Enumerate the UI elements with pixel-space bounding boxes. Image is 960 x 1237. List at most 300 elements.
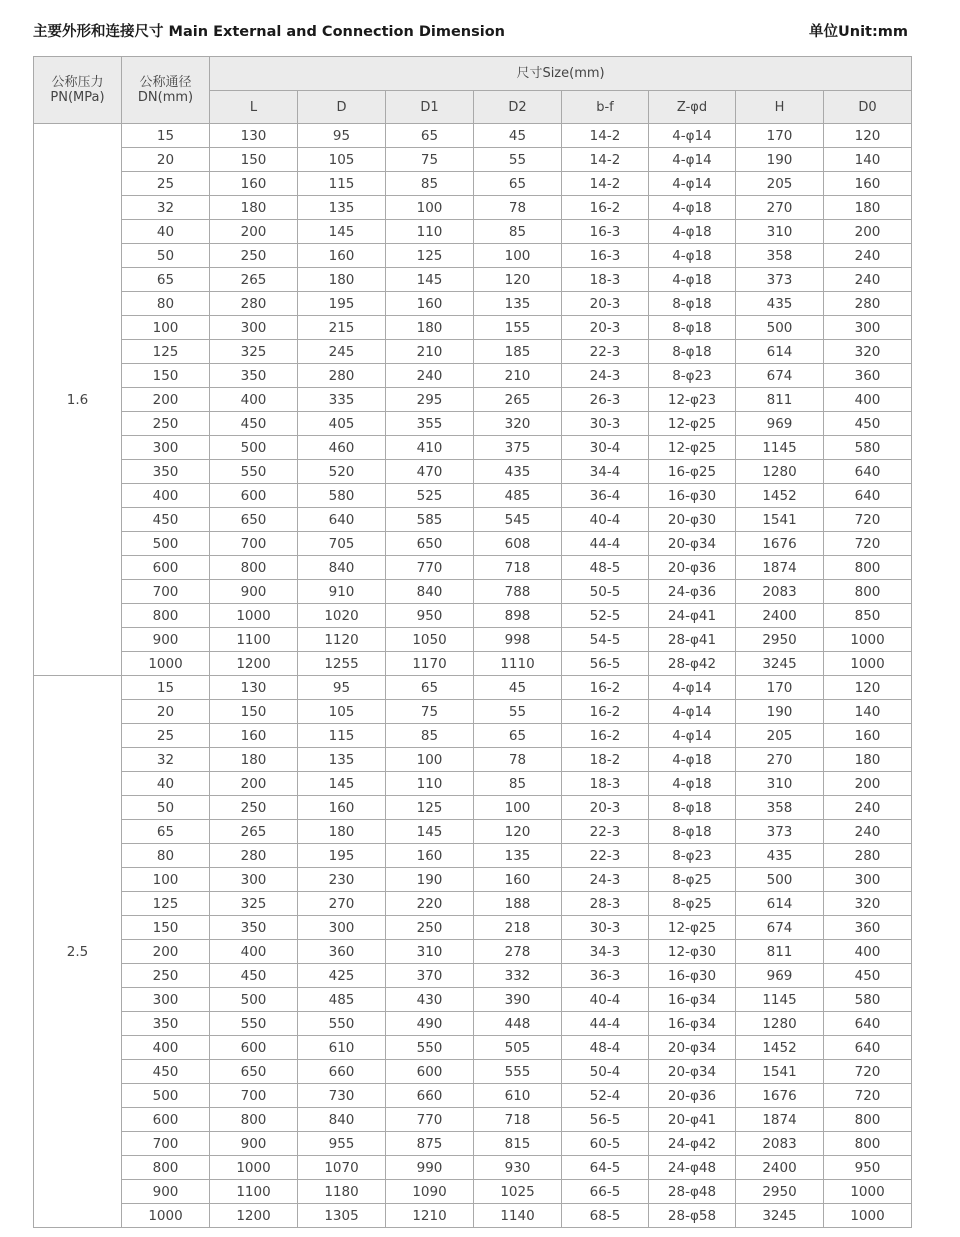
cell-bf: 20-3 xyxy=(562,316,649,340)
cell-d0: 1000 xyxy=(824,652,912,676)
col-header-d: D xyxy=(298,91,386,124)
cell-d2: 1110 xyxy=(474,652,562,676)
cell-zd: 4-φ18 xyxy=(649,220,736,244)
cell-d0: 320 xyxy=(824,340,912,364)
cell-dn: 15 xyxy=(122,676,210,700)
cell-h: 373 xyxy=(736,820,824,844)
table-row xyxy=(34,724,912,748)
cell-d: 955 xyxy=(298,1132,386,1156)
cell-dn: 200 xyxy=(122,940,210,964)
cell-l: 325 xyxy=(210,340,298,364)
table-row xyxy=(34,748,912,772)
cell-d1: 430 xyxy=(386,988,474,1012)
cell-h: 205 xyxy=(736,172,824,196)
cell-bf: 60-5 xyxy=(562,1132,649,1156)
table-row xyxy=(34,460,912,484)
cell-dn: 900 xyxy=(122,1180,210,1204)
cell-h: 2083 xyxy=(736,580,824,604)
cell-bf: 56-5 xyxy=(562,652,649,676)
cell-dn: 350 xyxy=(122,1012,210,1036)
table-row xyxy=(34,1060,912,1084)
cell-zd: 12-φ25 xyxy=(649,436,736,460)
cell-d2: 85 xyxy=(474,220,562,244)
cell-l: 450 xyxy=(210,412,298,436)
cell-d1: 190 xyxy=(386,868,474,892)
cell-d2: 45 xyxy=(474,124,562,148)
cell-dn: 200 xyxy=(122,388,210,412)
cell-d1: 840 xyxy=(386,580,474,604)
cell-l: 300 xyxy=(210,316,298,340)
cell-d0: 240 xyxy=(824,244,912,268)
cell-bf: 22-3 xyxy=(562,340,649,364)
cell-d0: 140 xyxy=(824,148,912,172)
cell-h: 2400 xyxy=(736,1156,824,1180)
cell-dn: 25 xyxy=(122,724,210,748)
cell-d0: 800 xyxy=(824,1132,912,1156)
cell-zd: 24-φ36 xyxy=(649,580,736,604)
cell-dn: 25 xyxy=(122,172,210,196)
table-row xyxy=(34,676,912,700)
cell-h: 1541 xyxy=(736,508,824,532)
cell-d0: 180 xyxy=(824,196,912,220)
cell-bf: 34-3 xyxy=(562,940,649,964)
cell-d1: 210 xyxy=(386,340,474,364)
cell-l: 600 xyxy=(210,1036,298,1060)
cell-h: 1452 xyxy=(736,484,824,508)
cell-h: 614 xyxy=(736,340,824,364)
cell-bf: 40-4 xyxy=(562,988,649,1012)
cell-d1: 355 xyxy=(386,412,474,436)
cell-l: 180 xyxy=(210,748,298,772)
cell-l: 130 xyxy=(210,676,298,700)
cell-l: 800 xyxy=(210,556,298,580)
cell-zd: 24-φ42 xyxy=(649,1132,736,1156)
table-row xyxy=(34,484,912,508)
cell-bf: 34-4 xyxy=(562,460,649,484)
cell-d2: 718 xyxy=(474,556,562,580)
cell-dn: 50 xyxy=(122,796,210,820)
cell-dn: 50 xyxy=(122,244,210,268)
cell-d0: 400 xyxy=(824,388,912,412)
table-row xyxy=(34,1012,912,1036)
table-row xyxy=(34,532,912,556)
cell-d1: 1170 xyxy=(386,652,474,676)
table-row xyxy=(34,700,912,724)
cell-dn: 900 xyxy=(122,628,210,652)
cell-d1: 220 xyxy=(386,892,474,916)
cell-d0: 280 xyxy=(824,292,912,316)
cell-l: 800 xyxy=(210,1108,298,1132)
cell-l: 900 xyxy=(210,1132,298,1156)
unit-label: 单位Unit:mm xyxy=(808,24,908,40)
cell-d: 840 xyxy=(298,556,386,580)
cell-d: 145 xyxy=(298,220,386,244)
table-row xyxy=(34,436,912,460)
cell-d2: 375 xyxy=(474,436,562,460)
cell-h: 170 xyxy=(736,676,824,700)
cell-dn: 1000 xyxy=(122,652,210,676)
col-header-d2: D2 xyxy=(474,91,562,124)
cell-d2: 610 xyxy=(474,1084,562,1108)
cell-d2: 1025 xyxy=(474,1180,562,1204)
table-row xyxy=(34,628,912,652)
cell-l: 1100 xyxy=(210,628,298,652)
cell-bf: 66-5 xyxy=(562,1180,649,1204)
col-header-h: H xyxy=(736,91,824,124)
cell-d: 195 xyxy=(298,844,386,868)
cell-d1: 85 xyxy=(386,724,474,748)
cell-dn: 125 xyxy=(122,340,210,364)
cell-d1: 180 xyxy=(386,316,474,340)
cell-d2: 505 xyxy=(474,1036,562,1060)
table-row xyxy=(34,364,912,388)
cell-d2: 65 xyxy=(474,172,562,196)
cell-dn: 350 xyxy=(122,460,210,484)
cell-d1: 470 xyxy=(386,460,474,484)
cell-d1: 240 xyxy=(386,364,474,388)
cell-bf: 20-3 xyxy=(562,796,649,820)
cell-zd: 16-φ25 xyxy=(649,460,736,484)
cell-d: 580 xyxy=(298,484,386,508)
cell-d: 1255 xyxy=(298,652,386,676)
cell-d: 460 xyxy=(298,436,386,460)
cell-d1: 250 xyxy=(386,916,474,940)
cell-zd: 8-φ18 xyxy=(649,340,736,364)
cell-l: 150 xyxy=(210,700,298,724)
table-row xyxy=(34,220,912,244)
cell-d2: 188 xyxy=(474,892,562,916)
cell-bf: 48-4 xyxy=(562,1036,649,1060)
cell-bf: 16-2 xyxy=(562,700,649,724)
cell-zd: 12-φ25 xyxy=(649,916,736,940)
table-row xyxy=(34,868,912,892)
col-header-d1: D1 xyxy=(386,91,474,124)
cell-d0: 850 xyxy=(824,604,912,628)
cell-bf: 18-3 xyxy=(562,268,649,292)
cell-l: 900 xyxy=(210,580,298,604)
cell-dn: 32 xyxy=(122,748,210,772)
cell-bf: 24-3 xyxy=(562,364,649,388)
cell-h: 1145 xyxy=(736,988,824,1012)
cell-bf: 48-5 xyxy=(562,556,649,580)
cell-dn: 150 xyxy=(122,364,210,388)
cell-d1: 75 xyxy=(386,700,474,724)
cell-d0: 450 xyxy=(824,412,912,436)
cell-zd: 24-φ41 xyxy=(649,604,736,628)
cell-d0: 720 xyxy=(824,1084,912,1108)
cell-d0: 240 xyxy=(824,820,912,844)
cell-d0: 640 xyxy=(824,484,912,508)
cell-dn: 32 xyxy=(122,196,210,220)
cell-d0: 450 xyxy=(824,964,912,988)
cell-d2: 485 xyxy=(474,484,562,508)
cell-l: 300 xyxy=(210,868,298,892)
cell-d1: 600 xyxy=(386,1060,474,1084)
cell-h: 373 xyxy=(736,268,824,292)
cell-d0: 200 xyxy=(824,772,912,796)
cell-l: 200 xyxy=(210,772,298,796)
cell-l: 1200 xyxy=(210,652,298,676)
cell-dn: 450 xyxy=(122,1060,210,1084)
cell-d: 1305 xyxy=(298,1204,386,1228)
table-row xyxy=(34,1204,912,1228)
cell-d0: 720 xyxy=(824,508,912,532)
cell-d0: 800 xyxy=(824,580,912,604)
cell-dn: 500 xyxy=(122,532,210,556)
cell-dn: 300 xyxy=(122,436,210,460)
cell-bf: 40-4 xyxy=(562,508,649,532)
cell-d: 485 xyxy=(298,988,386,1012)
cell-dn: 700 xyxy=(122,1132,210,1156)
cell-l: 265 xyxy=(210,268,298,292)
col-header-l: L xyxy=(210,91,298,124)
cell-h: 674 xyxy=(736,364,824,388)
size-header: 尺寸Size(mm) xyxy=(210,57,912,91)
cell-d1: 650 xyxy=(386,532,474,556)
cell-zd: 12-φ30 xyxy=(649,940,736,964)
cell-dn: 400 xyxy=(122,484,210,508)
cell-l: 650 xyxy=(210,508,298,532)
table-row xyxy=(34,1132,912,1156)
cell-dn: 600 xyxy=(122,556,210,580)
cell-bf: 44-4 xyxy=(562,532,649,556)
cell-d1: 1210 xyxy=(386,1204,474,1228)
cell-h: 500 xyxy=(736,316,824,340)
cell-dn: 125 xyxy=(122,892,210,916)
cell-zd: 28-φ42 xyxy=(649,652,736,676)
cell-l: 400 xyxy=(210,940,298,964)
cell-bf: 14-2 xyxy=(562,172,649,196)
cell-l: 550 xyxy=(210,1012,298,1036)
cell-dn: 250 xyxy=(122,964,210,988)
cell-d2: 320 xyxy=(474,412,562,436)
table-row xyxy=(34,1084,912,1108)
cell-l: 280 xyxy=(210,292,298,316)
cell-l: 325 xyxy=(210,892,298,916)
cell-bf: 52-4 xyxy=(562,1084,649,1108)
table-row xyxy=(34,340,912,364)
cell-d2: 930 xyxy=(474,1156,562,1180)
cell-d2: 435 xyxy=(474,460,562,484)
table-row xyxy=(34,148,912,172)
table-row xyxy=(34,412,912,436)
cell-d1: 990 xyxy=(386,1156,474,1180)
cell-d: 1070 xyxy=(298,1156,386,1180)
cell-dn: 450 xyxy=(122,508,210,532)
cell-dn: 15 xyxy=(122,124,210,148)
cell-d: 95 xyxy=(298,676,386,700)
pn-value: 1.6 xyxy=(34,124,122,676)
cell-zd: 4-φ14 xyxy=(649,148,736,172)
table-row xyxy=(34,124,912,148)
cell-zd: 8-φ23 xyxy=(649,364,736,388)
cell-l: 600 xyxy=(210,484,298,508)
cell-d2: 135 xyxy=(474,292,562,316)
cell-d: 160 xyxy=(298,244,386,268)
cell-bf: 44-4 xyxy=(562,1012,649,1036)
cell-zd: 12-φ23 xyxy=(649,388,736,412)
cell-d1: 875 xyxy=(386,1132,474,1156)
cell-l: 250 xyxy=(210,244,298,268)
table-row xyxy=(34,172,912,196)
cell-zd: 12-φ25 xyxy=(649,412,736,436)
cell-d2: 65 xyxy=(474,724,562,748)
cell-d1: 525 xyxy=(386,484,474,508)
cell-d0: 140 xyxy=(824,700,912,724)
cell-h: 1874 xyxy=(736,1108,824,1132)
cell-zd: 16-φ34 xyxy=(649,988,736,1012)
cell-h: 1676 xyxy=(736,532,824,556)
table-row xyxy=(34,940,912,964)
cell-h: 358 xyxy=(736,796,824,820)
cell-d1: 110 xyxy=(386,220,474,244)
cell-h: 1145 xyxy=(736,436,824,460)
cell-h: 2083 xyxy=(736,1132,824,1156)
cell-d2: 608 xyxy=(474,532,562,556)
cell-h: 435 xyxy=(736,292,824,316)
cell-d1: 950 xyxy=(386,604,474,628)
cell-dn: 40 xyxy=(122,220,210,244)
cell-d: 300 xyxy=(298,916,386,940)
cell-h: 205 xyxy=(736,724,824,748)
cell-bf: 30-3 xyxy=(562,916,649,940)
cell-l: 280 xyxy=(210,844,298,868)
cell-bf: 18-2 xyxy=(562,748,649,772)
cell-d1: 145 xyxy=(386,820,474,844)
cell-bf: 30-4 xyxy=(562,436,649,460)
cell-d2: 120 xyxy=(474,820,562,844)
cell-d2: 545 xyxy=(474,508,562,532)
cell-d2: 332 xyxy=(474,964,562,988)
cell-d2: 100 xyxy=(474,796,562,820)
cell-d0: 800 xyxy=(824,1108,912,1132)
cell-zd: 4-φ14 xyxy=(649,172,736,196)
cell-bf: 54-5 xyxy=(562,628,649,652)
cell-d0: 1000 xyxy=(824,628,912,652)
cell-d0: 640 xyxy=(824,1012,912,1036)
cell-dn: 800 xyxy=(122,604,210,628)
cell-h: 811 xyxy=(736,388,824,412)
cell-d2: 55 xyxy=(474,148,562,172)
cell-bf: 24-3 xyxy=(562,868,649,892)
cell-zd: 4-φ18 xyxy=(649,268,736,292)
cell-bf: 14-2 xyxy=(562,148,649,172)
cell-d1: 490 xyxy=(386,1012,474,1036)
cell-zd: 20-φ41 xyxy=(649,1108,736,1132)
cell-d: 270 xyxy=(298,892,386,916)
table-row xyxy=(34,1180,912,1204)
cell-d0: 160 xyxy=(824,724,912,748)
cell-d2: 218 xyxy=(474,916,562,940)
cell-d2: 85 xyxy=(474,772,562,796)
cell-d2: 278 xyxy=(474,940,562,964)
cell-d1: 295 xyxy=(386,388,474,412)
cell-bf: 64-5 xyxy=(562,1156,649,1180)
cell-d1: 160 xyxy=(386,292,474,316)
cell-h: 170 xyxy=(736,124,824,148)
cell-d0: 320 xyxy=(824,892,912,916)
cell-zd: 20-φ34 xyxy=(649,1036,736,1060)
table-row xyxy=(34,388,912,412)
cell-l: 700 xyxy=(210,532,298,556)
cell-zd: 8-φ25 xyxy=(649,892,736,916)
cell-zd: 8-φ18 xyxy=(649,292,736,316)
table-row xyxy=(34,988,912,1012)
cell-dn: 400 xyxy=(122,1036,210,1060)
cell-bf: 22-3 xyxy=(562,820,649,844)
cell-zd: 16-φ30 xyxy=(649,964,736,988)
cell-dn: 80 xyxy=(122,292,210,316)
cell-l: 500 xyxy=(210,436,298,460)
cell-dn: 65 xyxy=(122,820,210,844)
cell-bf: 52-5 xyxy=(562,604,649,628)
cell-bf: 36-4 xyxy=(562,484,649,508)
cell-d: 705 xyxy=(298,532,386,556)
cell-h: 190 xyxy=(736,700,824,724)
cell-l: 550 xyxy=(210,460,298,484)
cell-d2: 718 xyxy=(474,1108,562,1132)
cell-dn: 100 xyxy=(122,316,210,340)
cell-d0: 240 xyxy=(824,268,912,292)
cell-h: 270 xyxy=(736,196,824,220)
cell-h: 435 xyxy=(736,844,824,868)
cell-d0: 400 xyxy=(824,940,912,964)
cell-d2: 45 xyxy=(474,676,562,700)
cell-d1: 85 xyxy=(386,172,474,196)
cell-d2: 78 xyxy=(474,748,562,772)
cell-zd: 20-φ34 xyxy=(649,532,736,556)
table-body xyxy=(34,124,912,1228)
cell-l: 1000 xyxy=(210,1156,298,1180)
cell-d0: 1000 xyxy=(824,1204,912,1228)
cell-l: 350 xyxy=(210,916,298,940)
cell-l: 160 xyxy=(210,172,298,196)
cell-d2: 898 xyxy=(474,604,562,628)
table-row xyxy=(34,604,912,628)
cell-zd: 4-φ14 xyxy=(649,700,736,724)
cell-dn: 500 xyxy=(122,1084,210,1108)
table-row xyxy=(34,556,912,580)
cell-d1: 160 xyxy=(386,844,474,868)
cell-bf: 26-3 xyxy=(562,388,649,412)
cell-d: 135 xyxy=(298,748,386,772)
cell-l: 400 xyxy=(210,388,298,412)
cell-d1: 125 xyxy=(386,796,474,820)
table-row xyxy=(34,1108,912,1132)
cell-d0: 300 xyxy=(824,868,912,892)
cell-d1: 550 xyxy=(386,1036,474,1060)
cell-d2: 78 xyxy=(474,196,562,220)
cell-bf: 16-2 xyxy=(562,724,649,748)
cell-dn: 20 xyxy=(122,148,210,172)
cell-d2: 210 xyxy=(474,364,562,388)
cell-h: 270 xyxy=(736,748,824,772)
cell-d: 610 xyxy=(298,1036,386,1060)
cell-h: 614 xyxy=(736,892,824,916)
table-row xyxy=(34,244,912,268)
cell-d: 180 xyxy=(298,268,386,292)
cell-h: 3245 xyxy=(736,652,824,676)
cell-d0: 720 xyxy=(824,1060,912,1084)
cell-h: 1874 xyxy=(736,556,824,580)
cell-zd: 28-φ41 xyxy=(649,628,736,652)
cell-dn: 700 xyxy=(122,580,210,604)
table-row xyxy=(34,292,912,316)
cell-d0: 120 xyxy=(824,124,912,148)
cell-d0: 1000 xyxy=(824,1180,912,1204)
cell-bf: 20-3 xyxy=(562,292,649,316)
cell-bf: 16-2 xyxy=(562,676,649,700)
